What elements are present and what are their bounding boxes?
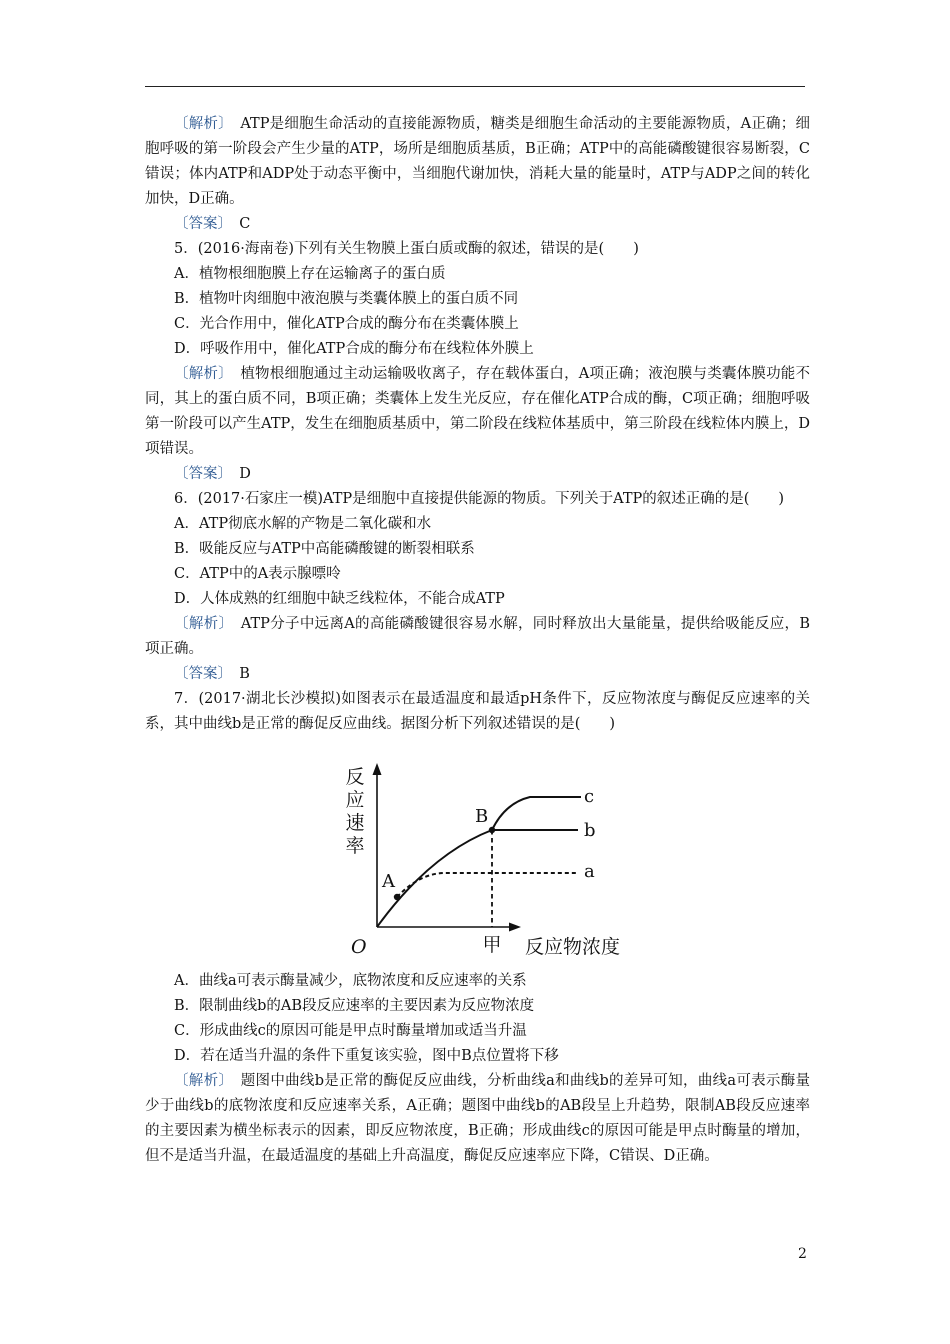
- origin-label: O: [351, 936, 367, 955]
- q5-option-c: C．光合作用中，催化ATP合成的酶分布在类囊体膜上: [174, 316, 519, 332]
- analysis-tag: 〔 解析 〕: [174, 116, 226, 132]
- analysis-tag: 〔 解析 〕: [174, 366, 226, 382]
- q5-option-a: A．植物根细胞膜上存在运输离子的蛋白质: [174, 266, 446, 282]
- analysis-tag: 〔 解析 〕: [174, 616, 226, 632]
- q7-option-c: C．形成曲线c的原因可能是甲点时酶量增加或适当升温: [174, 1023, 527, 1039]
- q4-answer: [145, 212, 810, 237]
- q6-analysis: [145, 612, 810, 662]
- q5-analysis-text: 植物根细胞通过主动运输吸收离子，存在载体蛋白，A项正确；液泡膜与类囊体膜功能不同，其上的蛋白质不同，B项正确；类囊体上发生光反应，存在催化ATP合成的酶，C项正确；细胞呼吸第一阶段可以产生ATP，发生在细胞质基质中，第二阶段在线粒体基质中，第三阶段在线粒体内膜上，D项错误。: [145, 366, 811, 457]
- q5-answer: [145, 462, 810, 487]
- enzyme-rate-graph: [335, 749, 635, 955]
- q6-option-a: A．ATP彻底水解的产物是二氧化碳和水: [174, 516, 432, 532]
- curve-c-label: c: [584, 786, 595, 807]
- q7-option-a: A．曲线a可表示酶量减少，底物浓度和反应速率的关系: [174, 973, 527, 989]
- q5-option-d: D．呼吸作用中，催化ATP合成的酶分布在线粒体外膜上: [174, 341, 534, 357]
- point-a: [394, 894, 400, 900]
- y-label-2: 应: [345, 789, 365, 811]
- q6-answer: [145, 662, 810, 687]
- curve-a-label: a: [584, 861, 595, 882]
- q6-option-b: B．吸能反应与ATP中高能磷酸键的断裂相联系: [174, 541, 475, 557]
- q6-stem: 6．(2017·石家庄一模)ATP是细胞中直接提供能源的物质。下列关于ATP的叙述正确的是( ): [174, 491, 785, 507]
- q6-option-c: C．ATP中的A表示腺嘌呤: [174, 566, 341, 582]
- q4-answer-text: C: [239, 216, 251, 232]
- header-rule: [145, 86, 805, 87]
- y-label-3: 速: [345, 812, 365, 834]
- x-axis-arrow: [509, 923, 521, 932]
- q7-stem: 7．(2017·湖北长沙模拟)如图表示在最适温度和最适pH条件下，反应物浓度与酶促反应速率的关系，其中曲线b是正常的酶促反应曲线。据图分析下列叙述错误的是( ): [145, 691, 810, 732]
- q6-analysis-text: ATP分子中远离A的高能磷酸键很容易水解，同时释放出大量能量，提供给吸能反应，B项正确。: [145, 616, 811, 657]
- q4-analysis: [145, 112, 810, 212]
- page-number: 2: [798, 1246, 807, 1262]
- y-label-4: 率: [345, 835, 365, 857]
- q7-option-b: B．限制曲线b的AB段反应速率的主要因素为反应物浓度: [174, 998, 535, 1014]
- point-a-label: A: [382, 871, 395, 892]
- point-b: [489, 827, 495, 833]
- q6-answer-text: B: [239, 666, 250, 682]
- q5-analysis: [145, 362, 810, 462]
- answer-tag: 〔 答案 〕: [174, 216, 225, 232]
- q5-answer-text: D: [239, 466, 251, 482]
- analysis-tag: 〔 解析 〕: [174, 1073, 226, 1089]
- x-axis-label: 反应物浓度: [525, 936, 621, 955]
- curve-a: [397, 873, 578, 897]
- q7-option-d: D．若在适当升温的条件下重复该实验，图中B点位置将下移: [174, 1048, 559, 1064]
- y-axis-arrow: [373, 763, 382, 775]
- q6-option-d: D．人体成熟的红细胞中缺乏线粒体，不能合成ATP: [174, 591, 505, 607]
- q7-analysis-text: 题图中曲线b是正常的酶促反应曲线，分析曲线a和曲线b的差异可知，曲线a可表示酶量少于曲线b的底物浓度和反应速率关系，A正确；题图中曲线b的AB段呈上升趋势，限制AB段反应速率的主要因素为横坐标表示的因素，即反应物浓度，B正确；形成曲线c的原因可能是甲点时酶量的增加，但不是适当升温，在最适温度的基础上升高温度，酶促反应速率应下降，C错误、D正确。: [145, 1073, 811, 1164]
- y-label-1: 反: [345, 766, 365, 788]
- q7-figure: [145, 745, 810, 965]
- answer-tag: 〔 答案 〕: [174, 666, 225, 682]
- x-mark-jia: 甲: [482, 934, 502, 955]
- curve-b-label: b: [584, 820, 596, 841]
- answer-tag: 〔 答案 〕: [174, 466, 225, 482]
- q5-option-b: B．植物叶肉细胞中液泡膜与类囊体膜上的蛋白质不同: [174, 291, 519, 307]
- curve-c: [492, 797, 581, 830]
- q7-analysis: [145, 1069, 810, 1169]
- q4-analysis-text: ATP是细胞生命活动的直接能源物质，糖类是细胞生命活动的主要能源物质，A正确；细胞呼吸的第一阶段会产生少量的ATP，场所是细胞质基质，B正确；ATP中的高能磷酸键很容易断裂，C错误；体内ATP和ADP处于动态平衡中，当细胞代谢加快，消耗大量的能量时，ATP与ADP之间的转化加快，D正确。: [145, 116, 810, 207]
- curve-b: [377, 830, 578, 927]
- q5-stem: 5．(2016·海南卷)下列有关生物膜上蛋白质或酶的叙述，错误的是( ): [174, 241, 639, 257]
- point-b-label: B: [475, 806, 489, 827]
- page-content: [145, 112, 810, 1169]
